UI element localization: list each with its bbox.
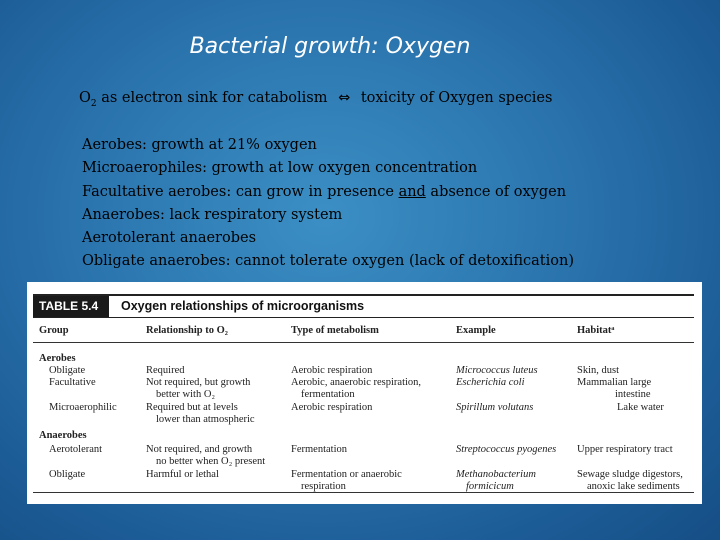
- row-aerotolerant-metabolism: Fermentation: [291, 444, 347, 455]
- table-title: Oxygen relationships of microorganisms: [121, 299, 365, 313]
- term: Microaerophiles: [82, 160, 203, 177]
- row-obligate-aerobe-group: Obligate: [49, 365, 86, 376]
- definition: absence of oxygen: [425, 183, 567, 200]
- row-obligate-anaerobe-example-1: Methanobacterium: [456, 469, 536, 480]
- list-item-aerobes: [82, 134, 574, 157]
- row-facultative-example: Escherichia coli: [456, 377, 525, 388]
- slide-title: Bacterial growth: Oxygen: [189, 34, 471, 59]
- row-obligate-anaerobe-group: Obligate: [49, 469, 86, 480]
- term: Aerobes: [82, 137, 143, 153]
- list-item-aerotolerant: [82, 227, 574, 250]
- row-obligate-aerobe-metabolism: Aerobic respiration: [291, 365, 373, 376]
- subtitle: [79, 90, 552, 109]
- row-obligate-aerobe-relationship: Required: [146, 365, 185, 376]
- header-metabolism: Type of metabolism: [291, 325, 379, 336]
- oxygen-table-image: [27, 282, 702, 504]
- row-microaerophilic-group: Microaerophilic: [49, 402, 117, 413]
- definition: : can grow in presence: [226, 183, 399, 200]
- list-item-microaerophiles: [82, 157, 574, 180]
- list-item-anaerobes: [82, 204, 574, 227]
- row-facultative-habitat-1: Mammalian large: [577, 377, 652, 388]
- row-facultative-relationship-2: better with O₂: [156, 389, 216, 400]
- list-item-facultative: [82, 181, 574, 204]
- group-aerobes: Aerobes: [39, 353, 76, 364]
- row-aerotolerant-group: Aerotolerant: [49, 444, 103, 455]
- row-facultative-relationship-1: Not required, but growth: [146, 377, 251, 388]
- definition: : lack respiratory system: [160, 206, 343, 223]
- table-number: TABLE 5.4: [33, 296, 109, 317]
- term: Obligate anaerobes: [82, 253, 226, 270]
- row-aerotolerant-example: Streptococcus pyogenes: [456, 444, 557, 455]
- row-obligate-anaerobe-habitat-2: anoxic lake sediments: [587, 481, 680, 492]
- term: Facultative aerobes: [82, 183, 227, 200]
- header-relationship: Relationship to O₂: [146, 325, 228, 336]
- row-obligate-aerobe-example: Micrococcus luteus: [456, 365, 538, 376]
- subtitle-right: toxicity of Oxygen species: [360, 90, 553, 106]
- column-headers: [33, 322, 694, 343]
- row-facultative-metabolism-1: Aerobic, anaerobic respiration,: [291, 377, 422, 388]
- header-example: Example: [456, 325, 496, 336]
- term: Anaerobes: [82, 206, 161, 223]
- row-microaerophilic-habitat: Lake water: [617, 402, 664, 413]
- row-obligate-anaerobe-habitat-1: Sewage sludge digestors,: [577, 469, 683, 480]
- row-facultative-group: Facultative: [49, 377, 96, 388]
- row-aerotolerant-relationship-2: no better when O₂ present: [156, 456, 266, 467]
- row-aerotolerant-relationship-1: Not required, and growth: [146, 444, 253, 455]
- table-bottom-rule: [33, 492, 694, 493]
- table-header-bar: [33, 294, 694, 318]
- row-obligate-anaerobe-relationship: Harmful or lethal: [146, 469, 219, 480]
- definition: : growth at low oxygen concentration: [202, 160, 478, 177]
- row-obligate-aerobe-habitat: Skin, dust: [577, 365, 620, 376]
- double-arrow-icon: ⇔: [338, 90, 351, 106]
- row-aerotolerant-habitat: Upper respiratory tract: [577, 444, 673, 455]
- row-obligate-anaerobe-example-2: formicicum: [466, 481, 514, 492]
- row-facultative-metabolism-2: fermentation: [301, 389, 355, 400]
- header-group: Group: [39, 325, 69, 336]
- definition-list: [82, 134, 574, 274]
- oxygen-subscript: 2: [90, 98, 97, 109]
- subtitle-left: as electron sink for catabolism: [101, 90, 328, 106]
- header-habitat: Habitatᵃ: [577, 325, 615, 336]
- definition: : growth at 21% oxygen: [142, 137, 317, 153]
- row-microaerophilic-metabolism: Aerobic respiration: [291, 402, 373, 413]
- group-anaerobes: Anaerobes: [39, 430, 87, 441]
- definition: : cannot tolerate oxygen (lack of detoxification): [225, 253, 574, 270]
- row-facultative-habitat-2: intestine: [615, 389, 651, 400]
- row-microaerophilic-relationship-2: lower than atmospheric: [156, 414, 255, 425]
- term: Aerotolerant anaerobes: [82, 230, 257, 247]
- list-item-obligate-anaerobes: [82, 250, 574, 273]
- oxygen-symbol: O: [79, 90, 91, 106]
- row-microaerophilic-example: Spirillum volutans: [456, 402, 534, 413]
- underlined-and: and: [398, 183, 426, 200]
- row-obligate-anaerobe-metabolism-1: Fermentation or anaerobic: [291, 469, 402, 480]
- row-obligate-anaerobe-metabolism-2: respiration: [301, 481, 346, 492]
- row-microaerophilic-relationship-1: Required but at levels: [146, 402, 238, 413]
